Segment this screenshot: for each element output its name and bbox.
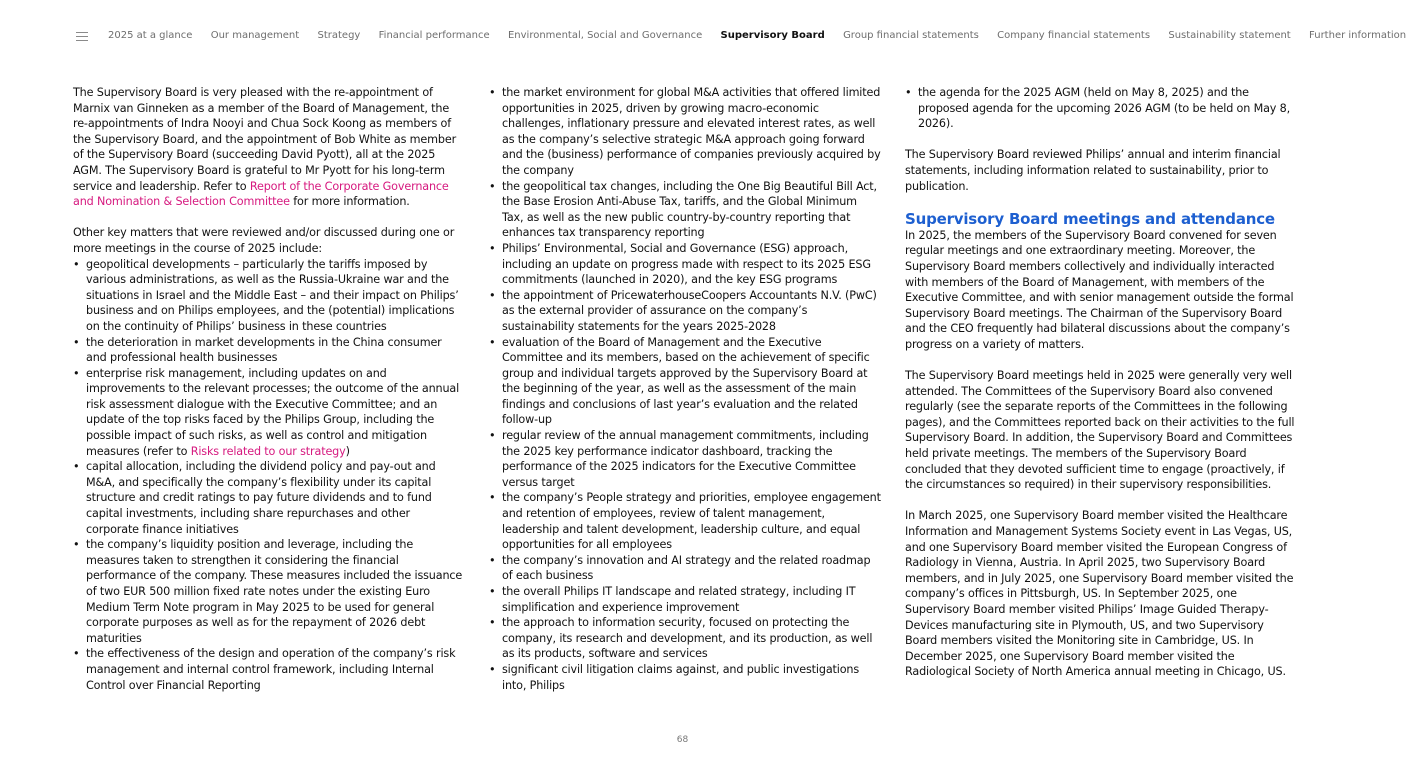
list-item: • regular review of the annual management commitments, including the 2025 key performance indicator dashboard, tracking the performance of the 2025 indicators for the Executive Committee versus target [489,428,881,490]
list-item: • the market environment for global M&A activities that offered limited opportunities in 2025, driven by growing macro-economic challenges, inflationary pressure and elevated interest rates, as well as the company’s selective strategic M&A approach going forward and the (business) performance of companies previously acquired by the company [489,85,881,179]
list-item: • the appointment of PricewaterhouseCoopers Accountants N.V. (PwC) as the external provider of assurance on the company’s sustainability statements for the years 2025-2028 [489,288,881,335]
list-item: • the deterioration in market developments in the China consumer and professional health businesses [73,335,465,366]
key-matters-list-continued [489,85,881,693]
top-navigation [0,28,1407,48]
nav-item-further-information[interactable]: Further information [1309,30,1407,41]
list-item: • Philips’ Environmental, Social and Governance (ESG) approach, including an update on progress made with respect to its 2025 ESG commitments (launched in 2020), and the key ESG programs [489,241,881,288]
governance-committee-report-link[interactable]: Report of the Corporate Governance and Nomination & Selection Committee [73,179,449,209]
key-matters-list [73,257,465,694]
section-heading: Supervisory Board meetings and attendance [905,209,1275,228]
nav-item-company-financial-statements[interactable]: Company financial statements [997,30,1151,41]
menu-icon[interactable] [76,32,88,42]
list-item: • enterprise risk management, including updates on and improvements to the relevant processes; the outcome of the annual risk assessment dialogue with the Executive Committee; and an update of the top risks faced by the Philips Group, including the possible impact of such risks, as well as control and mitigation measures (refer to Risks related to our strategy) [73,366,465,460]
column-left [73,85,465,709]
list-item: • the approach to information security, focused on protecting the company, its research and development, and its production, as well as its products, software and services [489,615,881,662]
review-paragraph: The Supervisory Board reviewed Philips’ annual and interim financial statements, including information related to sustainability, prior to publication. [905,148,1281,193]
list-item: • the company’s liquidity position and leverage, including the measures taken to strengthen it considering the financial performance of the company. These measures included the issuance of two EUR 500 million fixed rate notes under the existing Euro Medium Term Note program in May 2025 to be used for general corporate purposes as well as for the repayment of 2026 debt maturities [73,537,465,646]
nav-item-esg[interactable]: Environmental, Social and Governance [507,30,703,41]
list-item: • the overall Philips IT landscape and related strategy, including IT simplification and experience improvement [489,584,881,615]
nav-item-financial-performance[interactable]: Financial performance [378,30,490,41]
nav-item-supervisory-board[interactable]: Supervisory Board [720,30,825,41]
nav-item-strategy[interactable]: Strategy [317,30,361,41]
nav-item-sustainability-statement[interactable]: Sustainability statement [1168,30,1291,41]
page-number: 68 [676,735,689,745]
site-visits-paragraph: In March 2025, one Supervisory Board member visited the Healthcare Information and Management Systems Society event in Las Vegas, US, and one Supervisory Board member visited the European Congress of Radiology in Vienna, Austria. In April 2025, two Supervisory Board members, and in July 2025, one Supervisory Board member visited the company’s offices in Pittsburgh, US. In September 2025, one Supervisory Board member visited Philips’ Image Guided Therapy-Devices manufacturing site in Plymouth, US, and two Supervisory Board members visited the Monitoring site in Cambridge, US. In December 2025, one Supervisory Board member visited the Radiological Society of North America annual meeting in Chicago, US. [905,509,1294,679]
nav-item-group-financial-statements[interactable]: Group financial statements [843,30,979,41]
list-item: • evaluation of the Board of Management and the Executive Committee and its members, based on the achievement of specific group and individual targets approved by the Supervisory Board at the beginning of the year, as well as the assessment of the main findings and conclusions of last year’s evaluation and the related follow-up [489,335,881,429]
list-item: • the agenda for the 2025 AGM (held on May 8, 2025) and the proposed agenda for the upcoming 2026 AGM (to be held on May 8, 2026). [905,85,1298,132]
list-item: • geopolitical developments – particularly the tariffs imposed by various administrations, as well as the Russia-Ukraine war and the situations in Israel and the Middle East – and their impact on Philips’ business and on Philips employees, and the (potential) implications on the continuity of Philips’ business in these countries [73,257,465,335]
list-item: • significant civil litigation claims against, and public investigations into, Philips [489,662,881,693]
list-item: • the company’s People strategy and priorities, employee engagement and retention of employees, review of talent management, leadership and talent development, leadership culture, and equal opportunities for all employees [489,490,881,552]
nav-item-our-management[interactable]: Our management [210,30,300,41]
intro-paragraph: The Supervisory Board is very pleased with the re-appointment of Marnix van Ginneken as a member of the Board of Management, the re-appointments of Indra Nooyi and Chua Sock Koong as members of the Supervisory Board, and the appointment of Bob White as member of the Supervisory Board (succeeding David Pyott), all at the 2025 AGM. The Supervisory Board is grateful to Mr Pyott for his long-term service and leadership. Refer to Report of the Corporate Governance and Nomination & Selection Committee for more information. [73,86,457,209]
list-item: • capital allocation, including the dividend policy and pay-out and M&A, and specifically the company’s flexibility under its capital structure and credit ratings to pay future dividends and to fund capital investments, including share repurchases and other corporate finance initiatives [73,459,465,537]
attendance-paragraph: The Supervisory Board meetings held in 2025 were generally very well attended. The Committees of the Supervisory Board also convened regularly (see the separate reports of the Committees in the following pages), and the Committees reported back on their activities to the full Supervisory Board. In addition, the Supervisory Board and Committees held private meetings. The members of the Supervisory Board concluded that they devoted sufficient time to engage (proactively, if the circumstances so required) in their supervisory responsibilities. [905,369,1295,492]
risks-strategy-link[interactable]: Risks related to our strategy [190,444,346,458]
list-item: • the company’s innovation and AI strategy and the related roadmap of each business [489,553,881,584]
column-right [905,85,1298,696]
nav-bar [108,30,1424,41]
meetings-paragraph: In 2025, the members of the Supervisory Board convened for seven regular meetings and one extraordinary meeting. Moreover, the Supervisory Board members collectively and individually interacted with members of the Board of Management, with members of the Executive Committee, and with senior management outside the formal Supervisory Board meetings. The Chairman of the Supervisory Board and the CEO frequently had bilateral discussions about the company’s progress on a variety of matters. [905,228,1294,351]
matters-intro: Other key matters that were reviewed and/or discussed during one or more meetings in the course of 2025 include: [73,226,455,255]
list-item: • the geopolitical tax changes, including the One Big Beautiful Bill Act, the Base Erosion Anti-Abuse Tax, tariffs, and the Global Minimum Tax, as well as the new public country-by-country reporting that enhances tax transparency reporting [489,179,881,241]
nav-item-2025-at-a-glance[interactable]: 2025 at a glance [108,30,193,41]
key-matters-list-end [905,85,1298,132]
column-middle [489,85,881,709]
list-item: • the effectiveness of the design and operation of the company’s risk management and internal control framework, including Internal Control over Financial Reporting [73,646,465,693]
